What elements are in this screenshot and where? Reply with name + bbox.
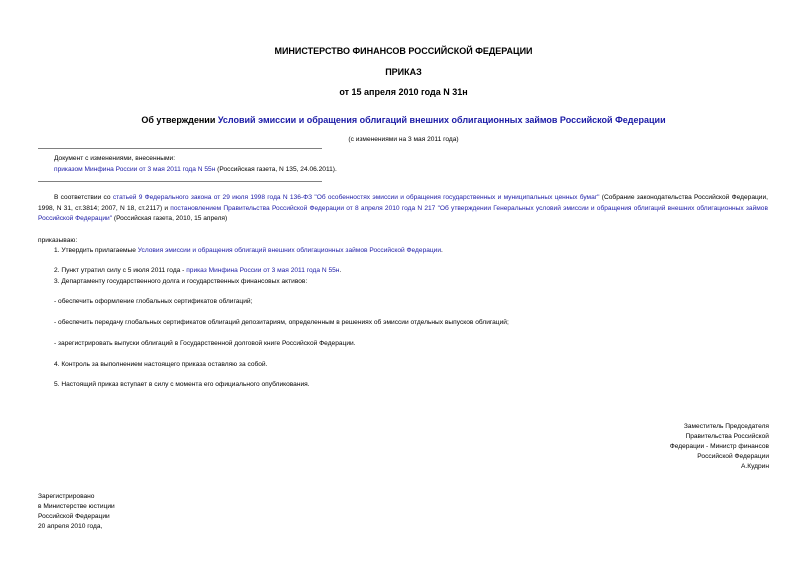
preamble-text-3: (Российская газета, 2010, 15 апреля)	[112, 215, 228, 222]
amendment-bottom-rule	[38, 181, 322, 182]
order-bullet-3: - зарегистрировать выпуски облигаций в Государственной долговой книге Российской Федерации.	[54, 340, 356, 347]
preamble-text-1: В соответствии со	[54, 194, 113, 201]
item1-end: .	[441, 247, 443, 254]
item1-text: 1. Утвердить прилагаемые	[54, 247, 138, 254]
order-bullet-1: - обеспечить оформление глобальных сертификатов облигаций;	[54, 298, 253, 305]
item2-link[interactable]: приказ Минфина России от 3 мая 2011 года N 55н	[186, 267, 340, 274]
signature-line-5: А.Кудрин	[741, 463, 769, 470]
ministry-heading: МИНИСТЕРСТВО ФИНАНСОВ РОССИЙСКОЙ ФЕДЕРАЦИИ	[274, 46, 533, 56]
order-item-4: 4. Контроль за выполнением настоящего приказа оставляю за собой.	[54, 361, 268, 368]
order-bullet-2: - обеспечить передачу глобальных сертификатов облигаций депозитариям, определенным в решениях об эмиссии отдельных выпусков облигаций;	[54, 319, 509, 326]
amendment-top-rule	[38, 148, 322, 149]
amendment-tail: (Российская газета, N 135, 24.06.2011).	[215, 166, 337, 173]
doc-type-heading: ПРИКАЗ	[385, 67, 422, 77]
signature-line-3: Федерации - Министр финансов	[669, 443, 769, 450]
registration-line-1: Зарегистрировано	[38, 493, 95, 500]
document-title	[0, 115, 807, 126]
signature-block	[670, 422, 769, 472]
item1-link[interactable]: Условия эмиссии и обращения облигаций внешних облигационных займов Российской Федерации	[137, 247, 442, 254]
amendment-link[interactable]: приказом Минфина России от 3 мая 2011 года N 55н	[54, 166, 216, 173]
signature-line-4: Российской Федерации	[697, 453, 769, 460]
order-item-5: 5. Настоящий приказ вступает в силу с момента его официального опубликования.	[54, 381, 310, 388]
item2-end: .	[339, 267, 342, 274]
registration-block	[38, 492, 115, 532]
doc-date-heading: от 15 апреля 2010 года N 31н	[339, 87, 468, 97]
preamble-decree-link[interactable]: постановлением Правительства Российской Федерации от 8 апреля 2010 года N 217 "Об утверждении Генеральных условий эмиссии и обращения облигаций внешних облигационных займов Российской Федерации"	[38, 204, 768, 222]
order-prikazyvayu: приказываю:	[38, 237, 78, 244]
signature-line-2: Правительства Российской	[685, 433, 769, 440]
amendment-line	[54, 165, 337, 175]
changes-note: (с изменениями на 3 мая 2011 года)	[348, 136, 459, 143]
signature-line-1: Заместитель Председателя	[683, 423, 769, 430]
preamble-law-link[interactable]: статьей 9 Федерального закона от 29 июля 1998 года N 136-ФЗ "Об особенностях эмиссии и обращения государственных и муниципальных ценных бумаг"	[112, 194, 600, 201]
registration-line-2: в Министерстве юстиции	[38, 503, 115, 510]
order-item-2	[54, 266, 341, 276]
preamble-paragraph	[38, 193, 768, 225]
preamble-text-2: (Собрание законодательства Российской Федерации, 1998, N 31, ст.3814; 2007, N 18, ст.2117) и	[38, 194, 768, 212]
title-prefix: Об утверждении	[141, 115, 218, 125]
title-link[interactable]: Условий эмиссии и обращения облигаций внешних облигационных займов Российской Федерации	[217, 115, 666, 125]
registration-line-3: Российской Федерации	[38, 513, 110, 520]
order-item-3: 3. Департаменту государственного долга и государственных финансовых активов:	[54, 278, 308, 285]
registration-line-4: 20 апреля 2010 года,	[38, 523, 103, 530]
order-item-1	[54, 246, 443, 256]
amendment-intro: Документ с изменениями, внесенными:	[54, 155, 176, 162]
item2-text: 2. Пункт утратил силу с 5 июля 2011 года -	[54, 267, 187, 274]
